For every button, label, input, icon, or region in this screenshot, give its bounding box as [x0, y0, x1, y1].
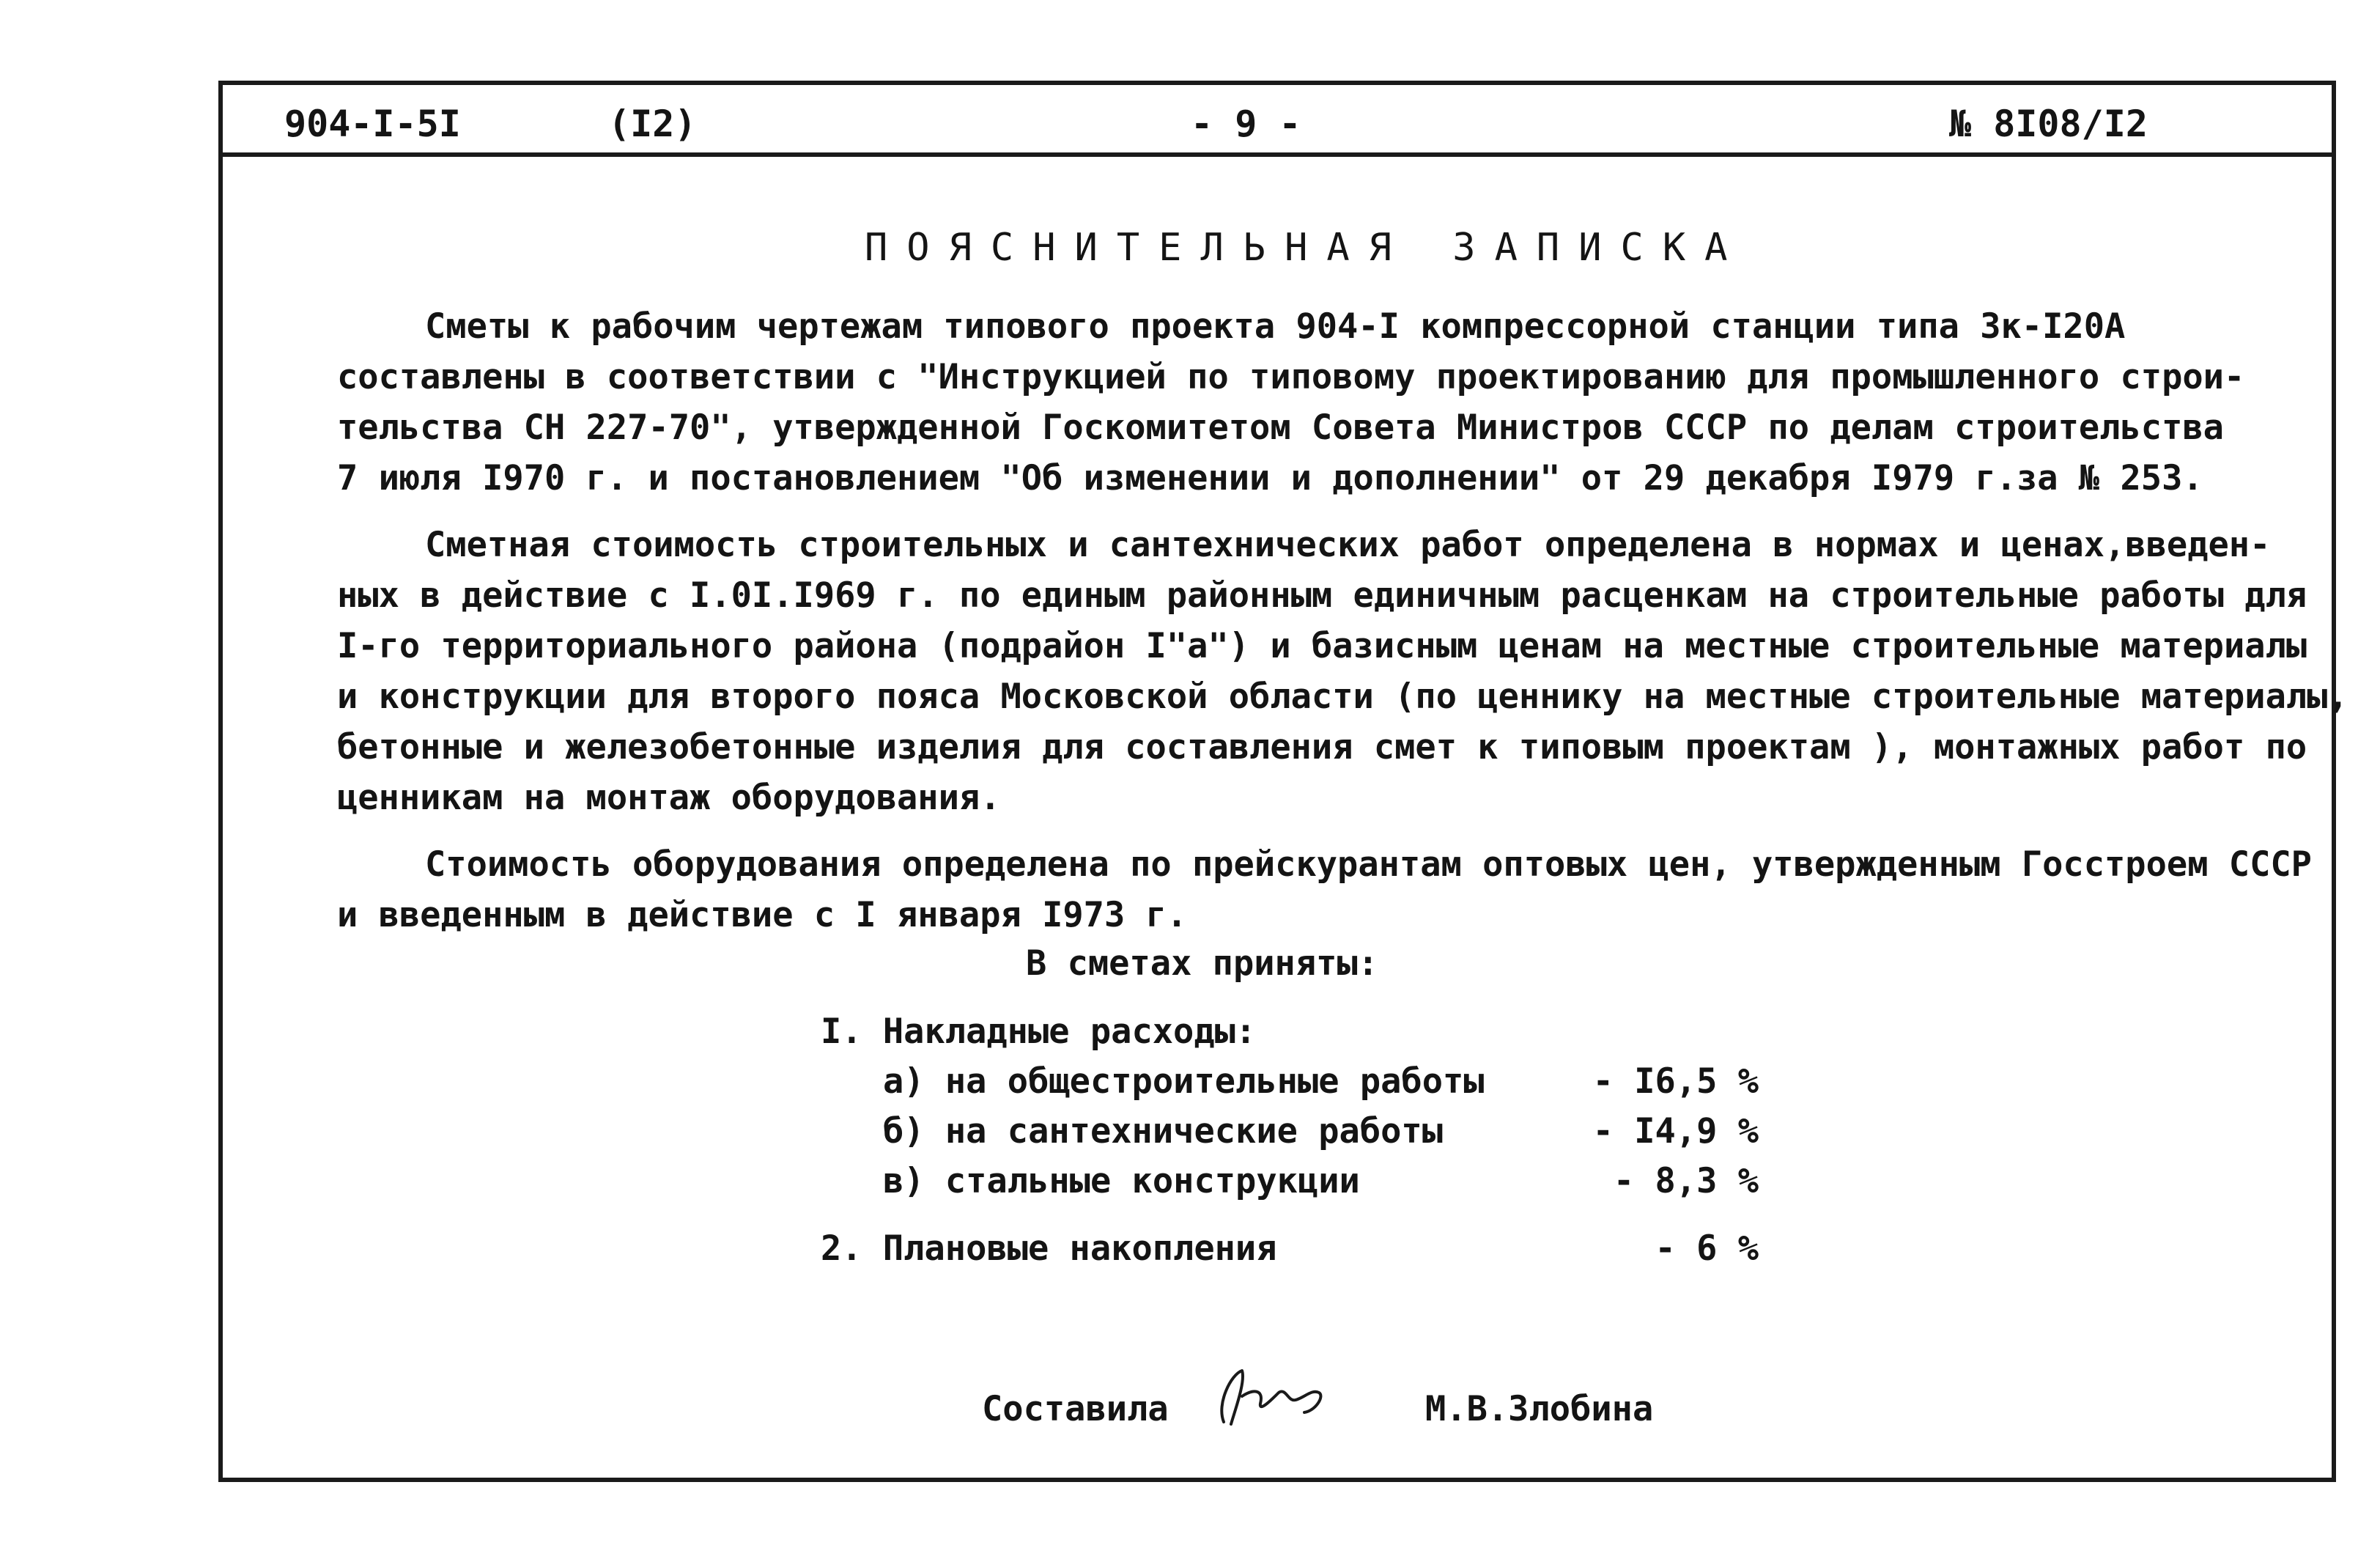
paragraph-2-line: ных в действие с I.0I.I969 г. по единым районным единичным расценкам на строительные работы для [337, 575, 2307, 616]
signed-label: Составила [982, 1389, 1169, 1429]
planned-savings-label: 2. Плановые накопления [821, 1228, 1277, 1269]
overhead-item-value: - I6,5 % [1592, 1061, 1759, 1102]
overhead-item-value: - I4,9 % [1592, 1111, 1759, 1151]
overhead-item-label: б) на сантехнические работы [883, 1111, 1444, 1151]
overheads-heading: I. Накладные расходы: [821, 1011, 1257, 1052]
accepted-heading: В сметах приняты: [1026, 943, 1379, 984]
sheet-number: (I2) [608, 103, 697, 145]
paragraph-2-line: ценникам на монтаж оборудования. [337, 778, 1001, 818]
overhead-item-value: - 8,3 % [1613, 1161, 1759, 1201]
paragraph-1-line: составлены в соответствии с "Инструкцией по типовому проектированию для промышленного строи- [337, 357, 2245, 397]
header-divider [218, 152, 2336, 157]
paragraph-1-line: Сметы к рабочим чертежам типового проекта 904-I компрессорной станции типа 3к-I20А [425, 306, 2126, 347]
document-title: ПОЯСНИТЕЛЬНАЯ ЗАПИСКА [865, 226, 1747, 270]
paragraph-2-line: I-го территориального района (подрайон I"а") и базисным ценам на местные строительные материалы [337, 626, 2307, 666]
overhead-item-label: в) стальные конструкции [883, 1161, 1360, 1201]
paragraph-1-line: тельства СН 227-70", утвержденной Госкомитетом Совета Министров СССР по делам строительства [337, 408, 2224, 448]
paragraph-2-line: Сметная стоимость строительных и сантехнических работ определена в нормах и ценах,введен- [425, 525, 2271, 565]
paragraph-3-line: Стоимость оборудования определена по прейскурантам оптовых цен, утвержденным Госстроем СССР [425, 844, 2312, 885]
project-code: 904-I-5I [284, 103, 461, 145]
paragraph-2-line: бетонные и железобетонные изделия для составления смет к типовым проектам ), монтажных работ по [337, 727, 2307, 767]
handwritten-signature [1202, 1360, 1334, 1433]
overhead-item-label: а) на общестроительные работы [883, 1061, 1485, 1102]
inventory-number: № 8I08/I2 [1949, 103, 2148, 145]
planned-savings-value: - 6 % [1655, 1228, 1759, 1269]
page-number: - 9 - [1191, 103, 1301, 145]
paragraph-3-line: и введенным в действие с I января I973 г. [337, 895, 1188, 935]
paragraph-2-line: и конструкции для второго пояса Московской области (по ценнику на местные строительные материалы, [337, 677, 2348, 717]
signed-name: М.В.Злобина [1425, 1389, 1654, 1429]
paragraph-1-line: 7 июля I970 г. и постановлением "Об изменении и дополнении" от 29 декабря I979 г.за № 253. [337, 458, 2203, 498]
